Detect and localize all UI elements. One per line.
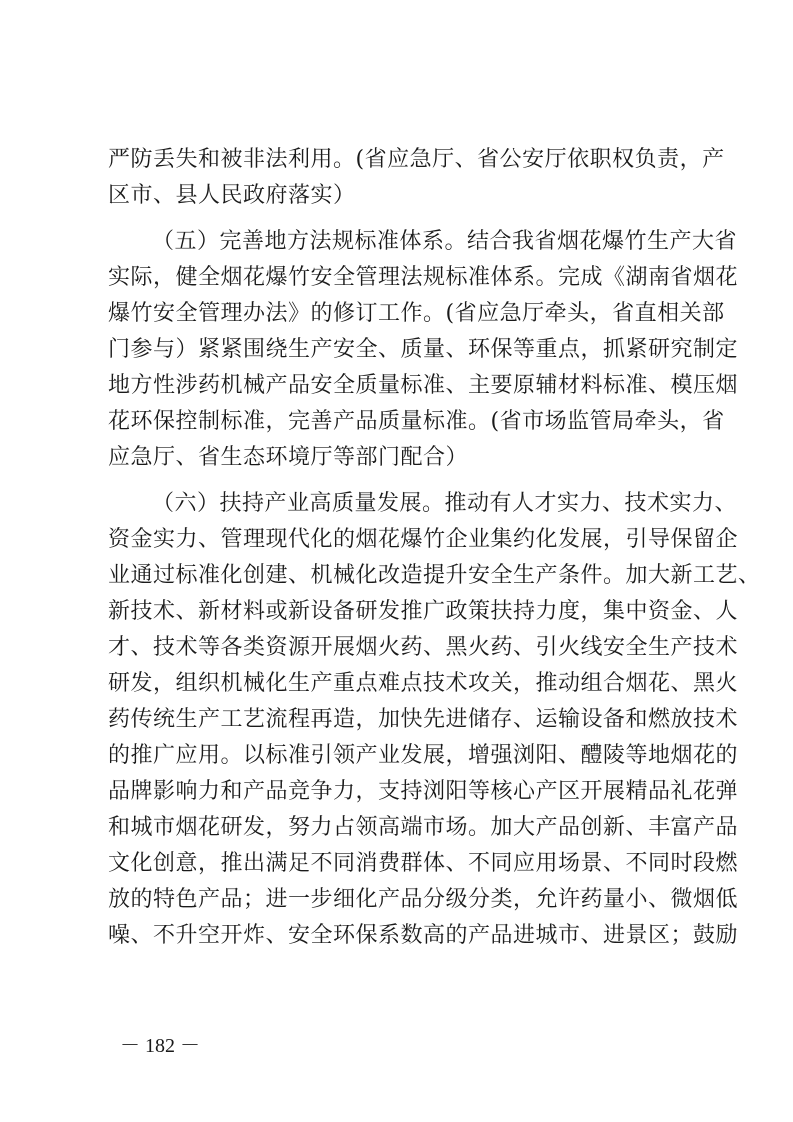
text-line-11: 资金实力、管理现代化的烟花爆竹企业集约化发展，引导保留企: [108, 527, 739, 552]
page-number: － 182 －: [120, 1035, 200, 1057]
text-line-17: 的推广应用。以标准引领产业发展，增强浏阳、醴陵等地烟花的: [108, 743, 739, 768]
text-line-18: 品牌影响力和产品竞争力，支持浏阳等核心产区开展精品礼花弹: [108, 779, 739, 804]
text-line-22: 噪、不升空开炸、安全环保系数高的产品进城市、进景区；鼓励: [108, 923, 739, 948]
text-line-7: 地方性涉药机械产品安全质量标准、主要原辅材料标准、模压烟: [108, 373, 739, 398]
text-line-1: 严防丢失和被非法利用。(省应急厅、省公安厅依职权负责，产: [108, 147, 725, 172]
text-line-4: 实际，健全烟花爆竹安全管理法规标准体系。完成《湖南省烟花: [108, 265, 739, 290]
text-line-20: 文化创意，推出满足不同消费群体、不同应用场景、不同时段燃: [108, 851, 739, 876]
text-line-21: 放的特色产品；进一步细化产品分级分类，允许药量小、微烟低: [108, 887, 739, 912]
text-line-14: 才、技术等各类资源开展烟火药、黑火药、引火线安全生产技术: [108, 635, 739, 660]
text-line-12: 业通过标准化创建、机械化改造提升安全生产条件。加大新工艺、: [108, 563, 761, 588]
text-line-10: （六）扶持产业高质量发展。推动有人才实力、技术实力、: [152, 491, 738, 516]
text-line-8: 花环保控制标准，完善产品质量标准。(省市场监管局牵头，省: [108, 409, 725, 434]
text-line-13: 新技术、新材料或新设备研发推广政策扶持力度，集中资金、人: [108, 599, 739, 624]
text-line-6: 门参与）紧紧围绕生产安全、质量、环保等重点，抓紧研究制定: [108, 337, 739, 362]
text-line-3: （五）完善地方法规标准体系。结合我省烟花爆竹生产大省: [152, 229, 738, 254]
text-line-15: 研发，组织机械化生产重点难点技术攻关，推动组合烟花、黑火: [108, 671, 739, 696]
text-line-16: 药传统生产工艺流程再造，加快先进储存、运输设备和燃放技术: [108, 707, 739, 732]
text-line-19: 和城市烟花研发，努力占领高端市场。加大产品创新、丰富产品: [108, 815, 739, 840]
text-line-2: 区市、县人民政府落实）: [108, 183, 356, 208]
text-line-9: 应急厅、省生态环境厅等部门配合）: [108, 445, 469, 470]
text-line-5: 爆竹安全管理办法》的修订工作。(省应急厅牵头，省直相关部: [108, 301, 725, 326]
